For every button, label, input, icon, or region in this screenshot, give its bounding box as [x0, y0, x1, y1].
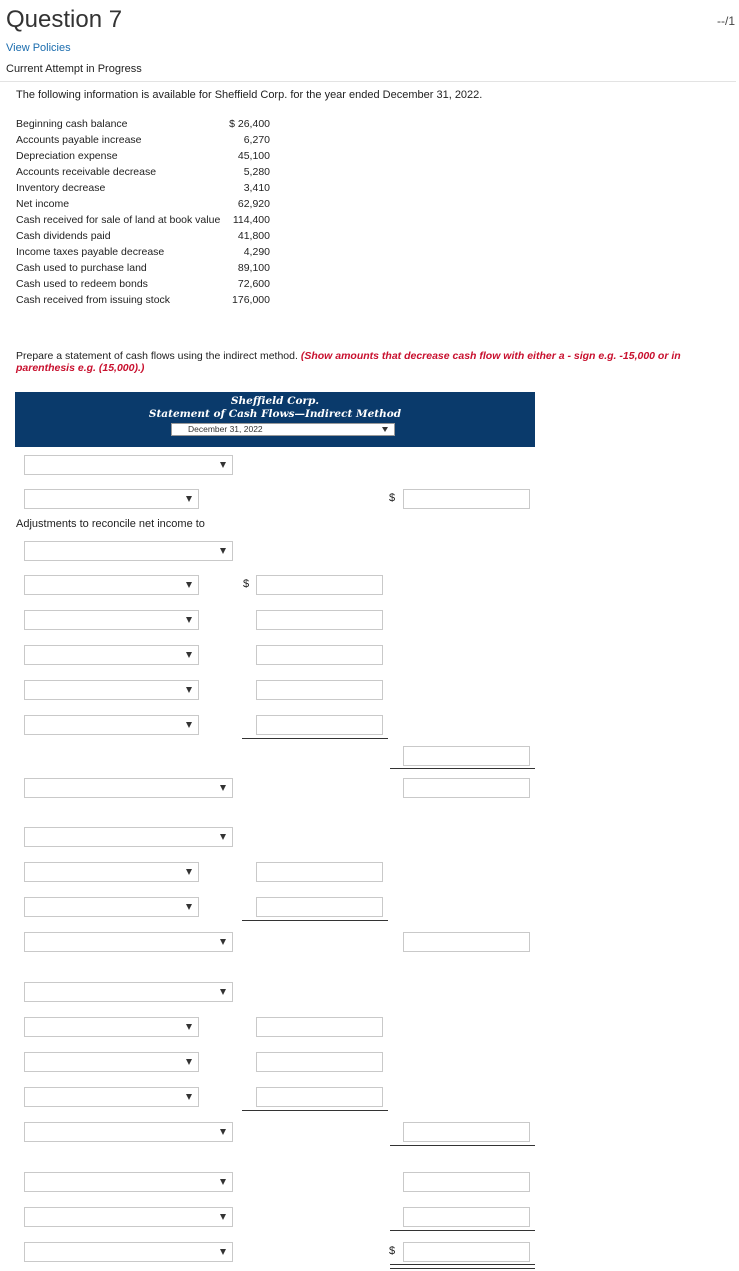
chevron-down-icon	[186, 1059, 192, 1065]
chevron-down-icon	[220, 989, 226, 995]
chevron-down-icon	[220, 548, 226, 554]
dollar-sign: $	[389, 1245, 396, 1257]
question-title: Question 7	[6, 6, 123, 33]
chevron-down-icon	[220, 1179, 226, 1185]
amount-input[interactable]	[256, 897, 383, 917]
line-item-dropdown[interactable]	[24, 1207, 233, 1227]
amount-input[interactable]	[403, 489, 530, 509]
chevron-down-icon	[382, 427, 388, 432]
info-value: 5,280	[243, 166, 270, 178]
line-item-dropdown[interactable]	[24, 489, 199, 509]
statement-company: Sheffield Corp.	[230, 395, 320, 407]
info-value: 62,920	[237, 198, 270, 210]
subtotal-underline	[390, 1145, 535, 1146]
score-indicator: --/1	[717, 14, 735, 28]
chevron-down-icon	[186, 904, 192, 910]
info-value: 72,600	[237, 278, 270, 290]
info-label: Income taxes payable decrease	[16, 246, 165, 258]
line-item-dropdown[interactable]	[24, 932, 233, 952]
info-value: $ 26,400	[229, 118, 270, 130]
info-label: Inventory decrease	[16, 182, 106, 194]
amount-input[interactable]	[256, 575, 383, 595]
info-value: 45,100	[237, 150, 270, 162]
info-label: Cash used to redeem bonds	[16, 278, 148, 290]
line-item-dropdown[interactable]	[24, 680, 199, 700]
chevron-down-icon	[220, 1129, 226, 1135]
line-item-dropdown[interactable]	[24, 575, 199, 595]
line-item-dropdown[interactable]	[24, 455, 233, 475]
dollar-sign: $	[243, 578, 250, 590]
line-item-dropdown[interactable]	[24, 897, 199, 917]
chevron-down-icon	[186, 617, 192, 623]
amount-input[interactable]	[403, 1242, 530, 1262]
date-dropdown-value: December 31, 2022	[188, 424, 263, 434]
chevron-down-icon	[220, 939, 226, 945]
dollar-sign: $	[389, 492, 396, 504]
amount-input[interactable]	[403, 1172, 530, 1192]
chevron-down-icon	[186, 1094, 192, 1100]
amount-input[interactable]	[256, 610, 383, 630]
line-item-dropdown[interactable]	[24, 1172, 233, 1192]
instructions	[16, 350, 721, 374]
info-label: Accounts payable increase	[16, 134, 142, 146]
info-label: Cash received for sale of land at book value	[16, 214, 221, 226]
info-value: 6,270	[243, 134, 270, 146]
problem-intro: The following information is available for Sheffield Corp. for the year ended December 31, 2022.	[16, 89, 483, 101]
line-item-dropdown[interactable]	[24, 1122, 233, 1142]
line-item-dropdown[interactable]	[24, 1017, 199, 1037]
line-item-dropdown[interactable]	[24, 827, 233, 847]
amount-input[interactable]	[256, 1017, 383, 1037]
attempt-status: Current Attempt in Progress	[6, 63, 142, 75]
chevron-down-icon	[220, 462, 226, 468]
info-value: 3,410	[243, 182, 270, 194]
info-value: 114,400	[232, 214, 270, 226]
chevron-down-icon	[186, 1024, 192, 1030]
info-label: Cash dividends paid	[16, 230, 111, 242]
amount-input[interactable]	[256, 1052, 383, 1072]
chevron-down-icon	[220, 1214, 226, 1220]
total-double-underline	[390, 1264, 535, 1269]
amount-input[interactable]	[403, 746, 530, 766]
chevron-down-icon	[220, 785, 226, 791]
info-value: 176,000	[232, 294, 270, 306]
info-label: Depreciation expense	[16, 150, 118, 162]
info-label: Beginning cash balance	[16, 118, 128, 130]
info-value: 89,100	[237, 262, 270, 274]
info-label: Cash used to purchase land	[16, 262, 147, 274]
info-label: Cash received from issuing stock	[16, 294, 171, 306]
line-item-dropdown[interactable]	[24, 1242, 233, 1262]
chevron-down-icon	[220, 1249, 226, 1255]
header-divider	[0, 81, 736, 82]
subtotal-underline	[242, 738, 388, 739]
amount-input[interactable]	[403, 1207, 530, 1227]
subtotal-underline	[242, 920, 388, 921]
line-item-dropdown[interactable]	[24, 610, 199, 630]
info-value: 4,290	[243, 246, 270, 258]
amount-input[interactable]	[403, 778, 530, 798]
chevron-down-icon	[186, 582, 192, 588]
chevron-down-icon	[186, 869, 192, 875]
line-item-dropdown[interactable]	[24, 982, 233, 1002]
amount-input[interactable]	[256, 645, 383, 665]
chevron-down-icon	[186, 687, 192, 693]
chevron-down-icon	[220, 834, 226, 840]
adjustments-label: Adjustments to reconcile net income to	[16, 518, 205, 530]
line-item-dropdown[interactable]	[24, 715, 199, 735]
subtotal-underline	[390, 1230, 535, 1231]
date-dropdown[interactable]	[171, 423, 395, 436]
line-item-dropdown[interactable]	[24, 778, 233, 798]
instructions-emphasis: (Show amounts that decrease cash flow with either a - sign e.g. -15,000 or in parenthesis e.g. (15,000).)	[16, 350, 681, 374]
instructions-text: Prepare a statement of cash flows using the indirect method.	[16, 350, 301, 362]
subtotal-underline	[390, 768, 535, 769]
amount-input[interactable]	[256, 680, 383, 700]
amount-input[interactable]	[403, 1122, 530, 1142]
amount-input[interactable]	[403, 932, 530, 952]
amount-input[interactable]	[256, 715, 383, 735]
info-label: Net income	[16, 198, 70, 210]
chevron-down-icon	[186, 652, 192, 658]
line-item-dropdown[interactable]	[24, 862, 199, 882]
line-item-dropdown[interactable]	[24, 645, 199, 665]
info-value: 41,800	[237, 230, 270, 242]
info-label: Accounts receivable decrease	[16, 166, 157, 178]
statement-title: Statement of Cash Flows—Indirect Method	[148, 408, 402, 420]
subtotal-underline	[242, 1110, 388, 1111]
line-item-dropdown[interactable]	[24, 541, 233, 561]
amount-input[interactable]	[256, 1087, 383, 1107]
view-policies-link[interactable]: View Policies	[6, 42, 71, 54]
amount-input[interactable]	[256, 862, 383, 882]
line-item-dropdown[interactable]	[24, 1087, 199, 1107]
line-item-dropdown[interactable]	[24, 1052, 199, 1072]
statement-header	[15, 392, 535, 447]
chevron-down-icon	[186, 722, 192, 728]
chevron-down-icon	[186, 496, 192, 502]
